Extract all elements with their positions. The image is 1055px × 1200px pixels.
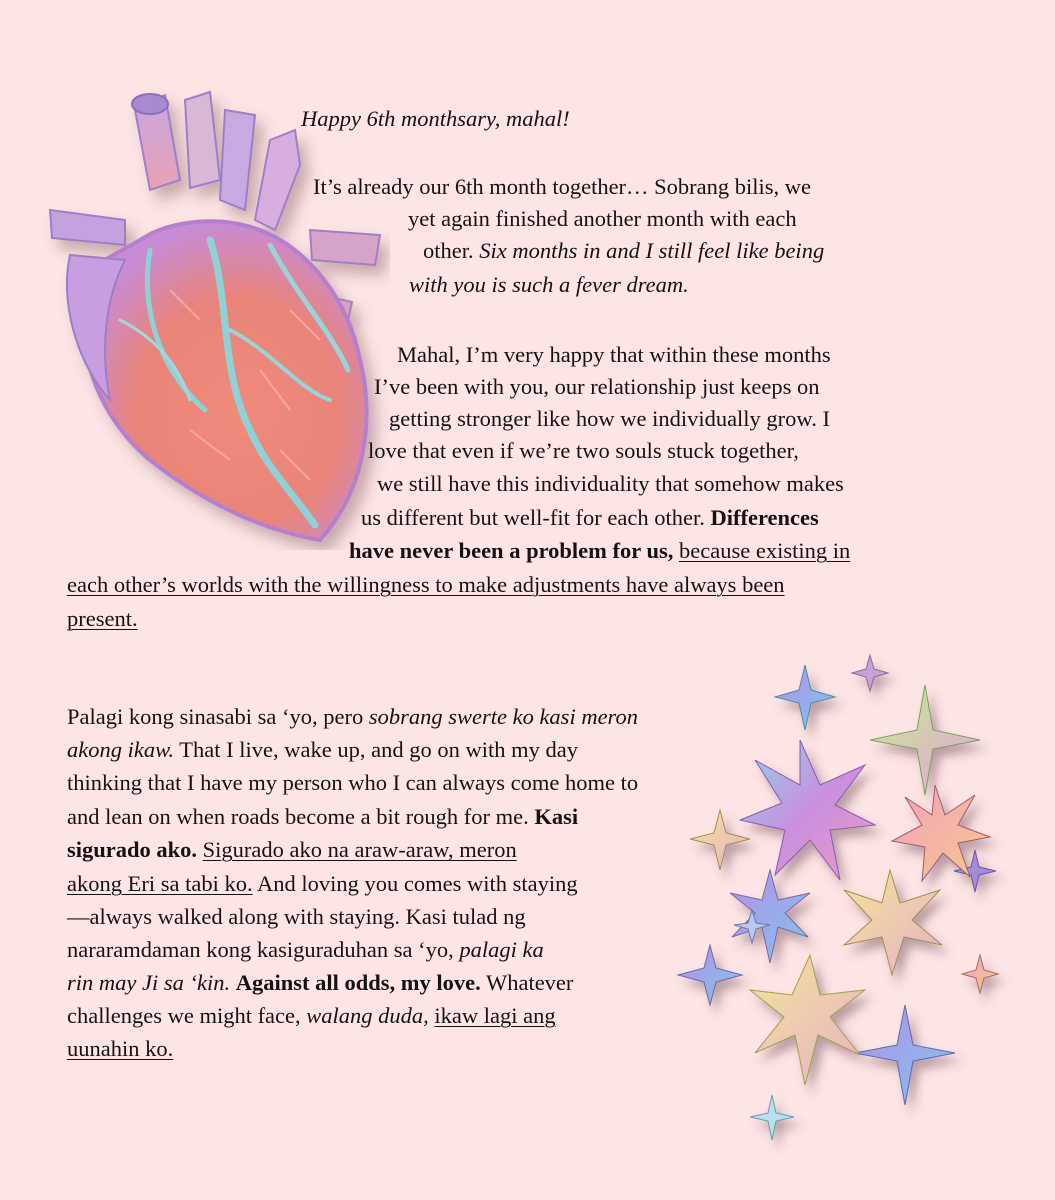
text-segment: rin may Ji sa ‘kin. [67, 970, 231, 995]
paragraph-3-line [67, 902, 526, 932]
paragraph-3-line [67, 935, 544, 965]
paragraph-2-line [368, 436, 799, 466]
text-segment: Mahal, I’m very happy that within these months [397, 342, 831, 367]
text-segment: present. [67, 606, 138, 631]
text-segment: sobrang swerte ko kasi meron [368, 704, 638, 729]
text-segment: other. [423, 238, 480, 263]
paragraph-2-line [361, 503, 819, 533]
text-segment: have never been a problem for us, [349, 538, 674, 563]
paragraph-3-line [67, 735, 578, 765]
text-segment: Whatever [480, 970, 574, 995]
text-segment: Kasi [534, 804, 579, 829]
text-segment: Sigurado ako na araw-araw, meron [202, 837, 517, 862]
paragraph-2-line [377, 469, 844, 499]
text-segment: love that even if we’re two souls stuck together, [368, 438, 799, 463]
text-segment: getting stronger like how we individually grow. I [389, 406, 830, 431]
sparkle-stars-illustration [660, 645, 1055, 1165]
paragraph-1-line [423, 236, 824, 266]
text-segment: challenges we might face, [67, 1003, 307, 1028]
text-segment: That I live, wake up, and go on with my day [174, 737, 578, 762]
text-segment: because existing in [679, 538, 851, 563]
text-segment: It’s already our 6th month together… Sobrang bilis, we [313, 174, 812, 199]
text-segment: us different but well-fit for each other. [361, 505, 711, 530]
paragraph-3-line [67, 869, 578, 899]
paragraph-1-line [313, 172, 811, 202]
text-segment: I’ve been with you, our relationship just keeps on [374, 374, 820, 399]
text-segment: —always walked along with staying. Kasi tulad ng [67, 904, 526, 929]
paragraph-3-line [67, 835, 517, 865]
paragraph-2-line [67, 604, 138, 634]
paragraph-3-line [67, 1001, 556, 1031]
text-segment: we still have this individuality that somehow makes [377, 471, 844, 496]
text-segment: each other’s worlds with the willingness to make adjustments have always been [67, 572, 785, 597]
heart-illustration [30, 70, 390, 550]
paragraph-3-line [67, 1034, 173, 1064]
paragraph-2-line [374, 372, 820, 402]
text-segment: palagi ka [459, 937, 544, 962]
paragraph-3-line [67, 768, 638, 798]
text-segment: Six months in and I still feel like being [479, 238, 825, 263]
paragraph-2-line [67, 570, 785, 600]
text-segment: thinking that I have my person who I can always come home to [67, 770, 639, 795]
text-segment: Differences [710, 505, 819, 530]
greeting: Happy 6th monthsary, mahal! [301, 106, 570, 131]
text-segment: akong ikaw. [67, 737, 175, 762]
text-segment: and lean on when roads become a bit rough for me. [67, 804, 535, 829]
text-segment: And loving you comes with staying [252, 871, 578, 896]
text-segment: Palagi kong sinasabi sa ‘yo, pero [67, 704, 369, 729]
paragraph-3-line [67, 702, 638, 732]
paragraph-1-line [408, 204, 797, 234]
text-segment: ikaw lagi ang [434, 1003, 556, 1028]
text-segment: nararamdaman kong kasiguraduhan sa ‘yo, [67, 937, 460, 962]
paragraph-3-line [67, 968, 573, 998]
paragraph-1-line [409, 270, 689, 300]
text-segment: walang duda, [306, 1003, 429, 1028]
paragraph-2-line [389, 404, 830, 434]
text-segment: sigurado ako. [67, 837, 198, 862]
paragraph-2-line [349, 536, 850, 566]
text-segment: yet again finished another month with each [408, 206, 797, 231]
paragraph-3-line [67, 802, 578, 832]
text-segment: with you is such a fever dream. [409, 272, 689, 297]
text-segment: akong Eri sa tabi ko. [67, 871, 253, 896]
text-segment: Against all odds, my love. [235, 970, 481, 995]
paragraph-2-line [397, 340, 831, 370]
text-segment: uunahin ko. [67, 1036, 174, 1061]
